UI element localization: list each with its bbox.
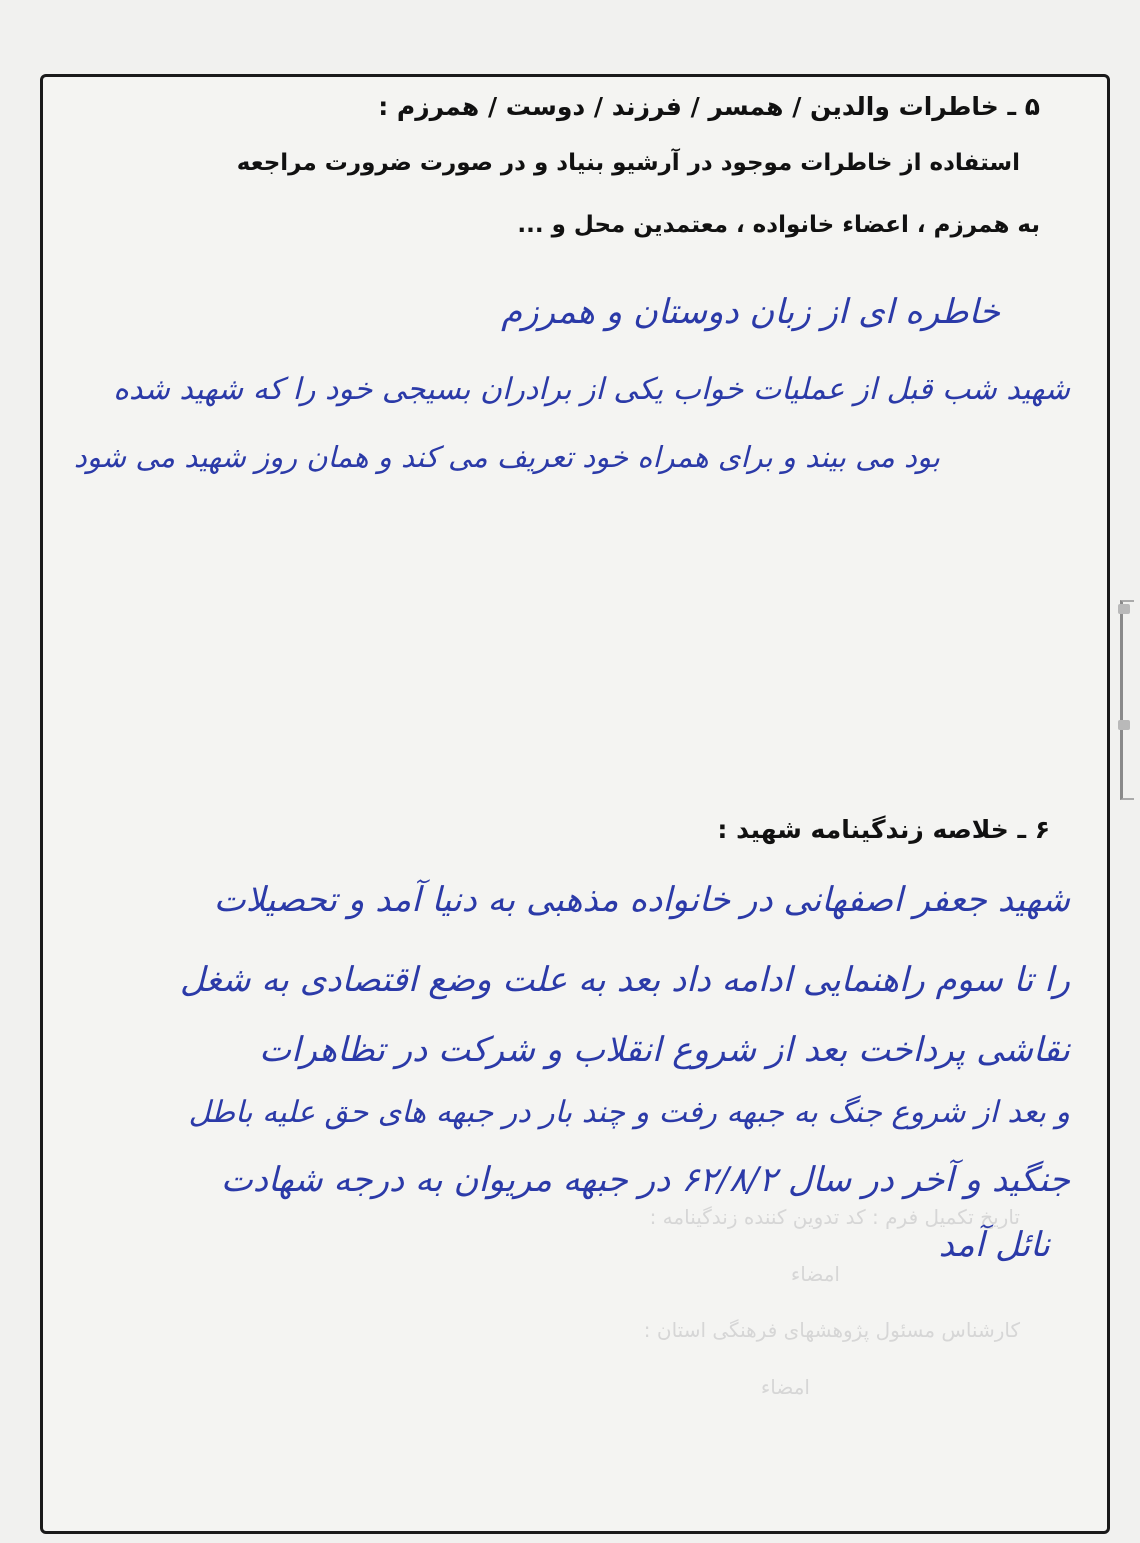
bleedthrough-line: کارشناس مسئول پژوهشهای فرهنگی استان : xyxy=(643,1318,1020,1342)
bleedthrough-line: امضاء xyxy=(760,1375,810,1399)
section6-handwritten-line: را تا سوم راهنمایی ادامه داد بعد به علت وضع اقتصادی به شغل xyxy=(179,960,1070,1000)
bleedthrough-line: تاریخ تکمیل فرم : کد تدوین کننده زندگینامه : xyxy=(649,1205,1020,1229)
binding-stitch-mark xyxy=(1118,720,1130,730)
section5-instruction-line2: به همرزم ، اعضاء خانواده ، معتمدین محل و ... xyxy=(517,212,1040,238)
section5-instruction-line1: استفاده از خاطرات موجود در آرشیو بنیاد و در صورت ضرورت مراجعه xyxy=(236,150,1020,176)
binding-staple xyxy=(1120,600,1134,800)
binding-stitch-mark xyxy=(1118,604,1130,614)
section6-handwritten-line: نقاشی پرداخت بعد از شروع انقلاب و شرکت در تظاهرات xyxy=(259,1030,1070,1070)
section6-handwritten-line: شهید جعفر اصفهانی در خانواده مذهبی به دنیا آمد و تحصیلات xyxy=(213,880,1070,920)
section5-handwritten-line: بود می بیند و برای همراه خود تعریف می کند و همان روز شهید می شود xyxy=(73,440,940,474)
section5-heading: ۵ ـ خاطرات والدین / همسر / فرزند / دوست / همرزم : xyxy=(378,92,1040,121)
section6-handwritten-line: جنگید و آخر در سال ۶۲/۸/۲ در جبهه مریوان به درجه شهادت xyxy=(220,1160,1070,1200)
section6-handwritten-line: و بعد از شروع جنگ به جبهه رفت و چند بار در جبهه های حق علیه باطل xyxy=(188,1095,1070,1130)
section6-heading: ۶ ـ خلاصه زندگینامه شهید : xyxy=(717,815,1050,844)
section5-handwritten-line: شهید شب قبل از عملیات خواب یکی از برادران بسیجی خود را که شهید شده xyxy=(113,372,1070,407)
bleedthrough-line: امضاء xyxy=(790,1262,840,1286)
section5-handwritten-title: خاطره ای از زبان دوستان و همرزم xyxy=(501,292,1000,332)
section6-handwritten-line: نائل آمد xyxy=(938,1225,1050,1265)
